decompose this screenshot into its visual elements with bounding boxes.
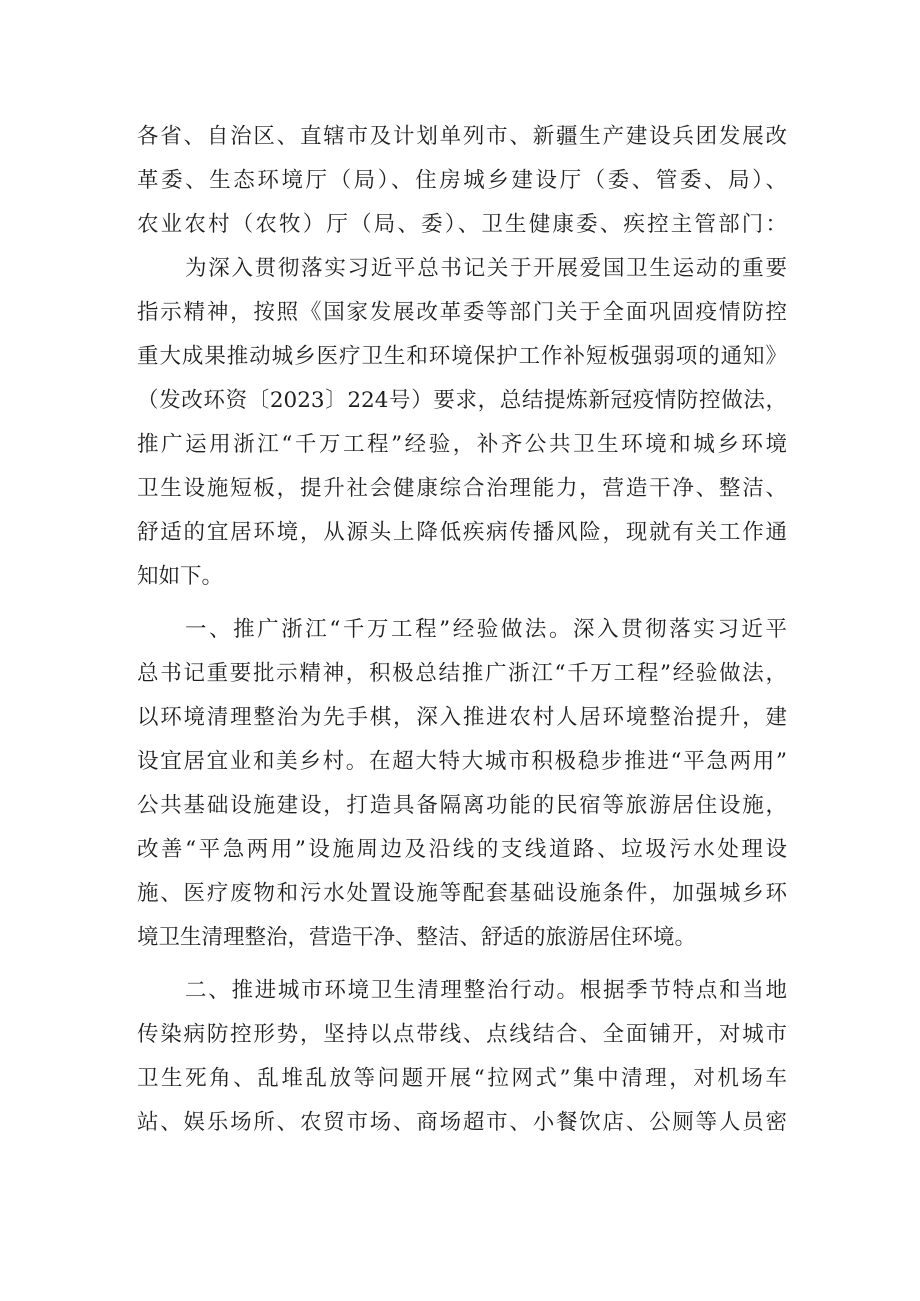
text-line: 农业农村（农牧）厅（局、委）、卫生健康委、疾控主管部门： [137,212,787,237]
paragraph-first-line: 为深入贯彻落实习近平总书记关于开展爱国卫生运动的重要 [185,256,787,281]
text-line: 指示精神，按照《国家发展改革委等部门关于全面巩固疫情防控 [137,300,787,325]
text-line: 卫生死角、乱堆乱放等问题开展“拉网式”集中清理，对机场车 [137,1066,787,1091]
text-line: 以环境清理整治为先手棋，深入推进农村人居环境整治提升，建 [137,705,787,730]
text-line: 施、医疗废物和污水处置设施等配套基础设施条件，加强城乡环 [137,881,787,906]
text-line: 舒适的宜居环境，从源头上降低疾病传播风险，现就有关工作通 [137,520,787,545]
text-line: 卫生设施短板，提升社会健康综合治理能力，营造干净、整洁、 [137,476,787,501]
text-line: 总书记重要批示精神，积极总结推广浙江“千万工程”经验做法， [137,661,787,686]
text-line: 站、娱乐场所、农贸市场、商场超市、小餐饮店、公厕等人员密 [137,1110,787,1135]
text-line: 推广运用浙江“千万工程”经验，补齐公共卫生环境和城乡环境 [137,432,787,457]
text-line: （发改环资〔2023〕224号）要求，总结提炼新冠疫情防控做法， [137,388,787,413]
text-line: 传染病防控形势，坚持以点带线、点线结合、全面铺开，对城市 [137,1022,787,1047]
text-line: 设宜居宜业和美乡村。在超大特大城市积极稳步推进“平急两用” [137,749,787,774]
text-line: 革委、生态环境厅（局）、住房城乡建设厅（委、管委、局）、 [137,168,787,193]
text-line: 各省、自治区、直辖市及计划单列市、新疆生产建设兵团发展改 [137,124,787,149]
text-line: 改善“平急两用”设施周边及沿线的支线道路、垃圾污水处理设 [137,837,787,862]
paragraph-first-line: 一、推广浙江“千万工程”经验做法。深入贯彻落实习近平 [185,617,787,642]
text-line: 重大成果推动城乡医疗卫生和环境保护工作补短板强弱项的通知》 [137,344,787,369]
text-line: 知如下。 [137,564,224,589]
text-line: 公共基础设施建设，打造具备隔离功能的民宿等旅游居住设施， [137,793,787,818]
text-line: 境卫生清理整治，营造干净、整洁、舒适的旅游居住环境。 [137,925,697,950]
paragraph-first-line: 二、推进城市环境卫生清理整治行动。根据季节特点和当地 [185,978,787,1003]
